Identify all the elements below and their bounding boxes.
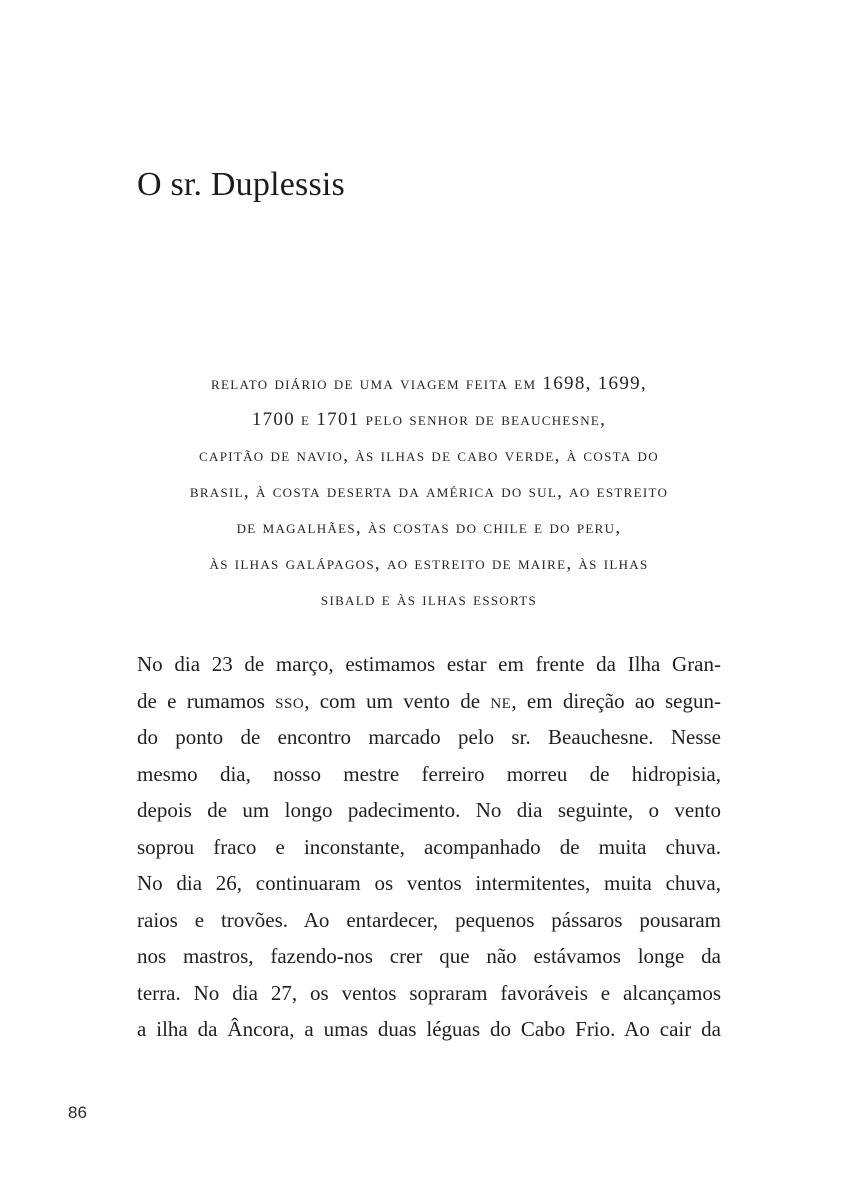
page-number: 86 (68, 1103, 87, 1122)
body-text-segment: depois de um longo padecimento. No dia seguinte, o vento (137, 798, 721, 822)
heading-line: de magalhães, às costas do chile e do peru, (236, 517, 622, 538)
heading-line: brasil, à costa deserta da américa do sul, ao estreito (189, 481, 669, 502)
body-text-segment: terra. No dia 27, os ventos sopraram favoráveis e alcançamos (137, 980, 721, 1005)
heading-line: 1700 e 1701 pelo senhor de beauchesne, (251, 409, 607, 430)
body-text-segment: , com um vento de (304, 688, 491, 713)
body-text-segment: soprou fraco e inconstante, acompanhado de muita chuva. (137, 834, 721, 859)
smallcaps-abbreviation: sso (275, 688, 305, 713)
heading-line: sibald e às ilhas essorts (320, 589, 538, 610)
body-paragraph (137, 646, 721, 1048)
body-text-segment: No dia 23 de março, estimamos estar em frente da Ilha Gran- (137, 652, 721, 676)
body-line (137, 829, 721, 866)
heading-line: capitão de navio, às ilhas de cabo verde, à costa do (199, 445, 659, 466)
body-line (137, 756, 721, 793)
body-line (137, 975, 721, 1012)
body-text-segment: de e rumamos (137, 688, 276, 713)
body-line (137, 902, 721, 939)
body-line (137, 865, 721, 902)
body-text-segment: a ilha da Âncora, a umas duas léguas do Cabo Frio. Ao cair da (137, 1017, 721, 1041)
body-text-segment: raios e trovões. Ao entardecer, pequenos pássaros pousaram (137, 907, 721, 932)
heading-line: relato diário de uma viagem feita em 1698, 1699, (211, 373, 647, 394)
body-line (137, 1011, 721, 1048)
chapter-title: O sr. Duplessis (137, 165, 345, 203)
body-text-segment: mesmo dia, nosso mestre ferreiro morreu de hidropisia, (137, 761, 721, 786)
body-line (137, 938, 721, 975)
body-line (137, 719, 721, 756)
body-text-segment: nos mastros, fazendo-nos crer que não estávamos longe da (137, 944, 721, 968)
body-line (137, 792, 721, 829)
body-text-segment: No dia 26, continuaram os ventos intermitentes, muita chuva, (137, 871, 721, 895)
body-line (137, 683, 721, 720)
body-text-segment: , em direção ao segun- (511, 688, 721, 713)
body-line (137, 646, 721, 683)
body-text-segment: do ponto de encontro marcado pelo sr. Beauchesne. Nesse (137, 725, 721, 749)
heading-line: às ilhas galápagos, ao estreito de maire, às ilhas (209, 553, 649, 574)
smallcaps-abbreviation: ne (490, 688, 512, 713)
voyage-heading (137, 366, 721, 618)
